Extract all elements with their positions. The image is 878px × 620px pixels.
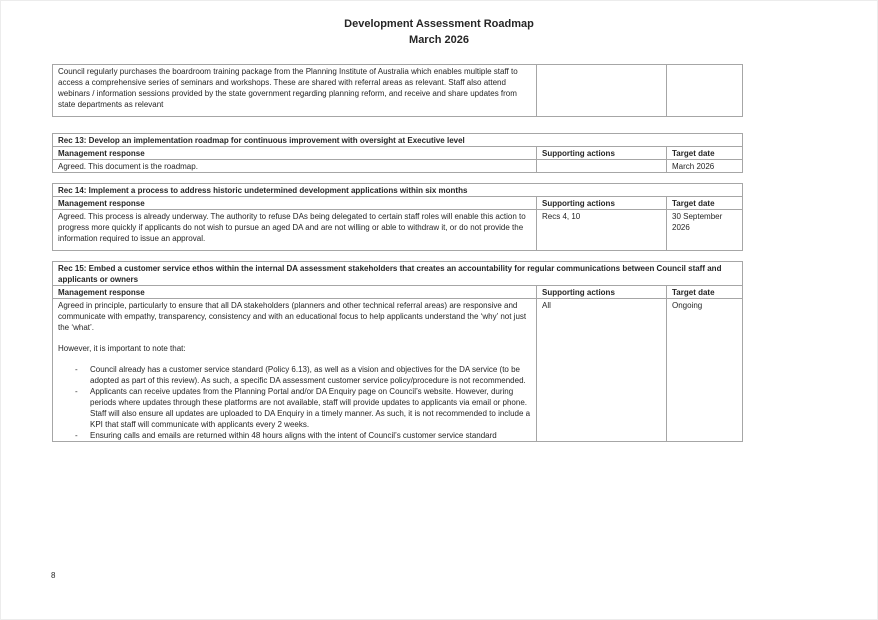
bullet-dash	[75, 386, 90, 430]
supporting-actions-header: Supporting actions	[537, 286, 667, 299]
supporting-actions-cell: Recs 4, 10	[537, 210, 667, 251]
document-header	[0, 16, 878, 48]
rec-15-title: Rec 15: Embed a customer service ethos within the internal DA assessment stakeholders that creates an accountability for regular communications between Council staff and applicants or owners	[53, 262, 743, 286]
table-row	[53, 160, 743, 173]
column-header-row	[53, 147, 743, 160]
management-response-cell: Agreed. This document is the roadmap.	[53, 160, 537, 173]
bullet-dash	[75, 364, 90, 386]
bullet-dash	[75, 430, 90, 441]
management-response-header: Management response	[53, 147, 537, 160]
table-row	[53, 210, 743, 251]
management-response-header: Management response	[53, 286, 537, 299]
management-response-cell: Agreed. This process is already underway. The authority to refuse DAs being delegated to certain staff roles will enable this action to progress more quickly if applicants do not wish to pursue an aged DA and are not willing or able to withdraw it, or do not provide the information required to issue an approval.	[53, 210, 537, 251]
continuation-table	[52, 64, 743, 117]
list-item	[58, 364, 531, 386]
table-row	[53, 299, 743, 442]
response-paragraph: Agreed in principle, particularly to ensure that all DA stakeholders (planners and other technical referral areas) are responsive and communicate with empathy, transparency, consistency and with an educational focus to help applicants understand the ‘why’ not just the ‘what’.	[58, 301, 527, 332]
supporting-actions-cell	[537, 65, 667, 117]
list-item	[58, 430, 531, 441]
target-date-cell: Ongoing	[667, 299, 743, 442]
target-date-header: Target date	[667, 197, 743, 210]
rec-14-title: Rec 14: Implement a process to address historic undetermined development applications within six months	[53, 184, 743, 197]
column-header-row	[53, 286, 743, 299]
document-title: Development Assessment Roadmap	[344, 18, 534, 30]
bullet-text: Applicants can receive updates from the Planning Portal and/or DA Enquiry page on Council’s website. However, during periods where updates through these platforms are not available, staff will provide updates to applicants via email or phone. Staff will also ensure all updates are uploaded to DA Enquiry in a timely manner. As such, it is not recommended to include a KPI that staff will communicate with applicants every 2 weeks.	[90, 387, 531, 429]
management-response-cell	[53, 299, 537, 442]
rec-14-table	[52, 183, 743, 251]
response-bullet-list	[58, 364, 531, 441]
rec-13-table	[52, 133, 743, 173]
target-date-header: Target date	[667, 286, 743, 299]
rec-14-header-row	[53, 184, 743, 197]
management-response-cell: Council regularly purchases the boardroom training package from the Planning Institute of Australia which enables multiple staff to access a comprehensive series of seminars and workshops. These are shared with referral areas as relevant. Staff also attend webinars / information sessions provided by the state government regarding planning reform, and receive and share updates from state departments as relevant	[53, 65, 537, 117]
supporting-actions-cell	[537, 160, 667, 173]
bullet-text: Council already has a customer service standard (Policy 6.13), as well as a vision and objectives for the DA service (to be adopted as part of this review). As such, a specific DA assessment customer service policy/procedure is not recommended.	[90, 365, 526, 385]
list-item	[58, 386, 531, 430]
bullet-text: Ensuring calls and emails are returned within 48 hours aligns with the intent of Council’s customer service standard	[90, 431, 497, 440]
target-date-header: Target date	[667, 147, 743, 160]
target-date-cell: 30 September 2026	[667, 210, 743, 251]
rec-15-header-row	[53, 262, 743, 286]
table-row	[53, 65, 743, 117]
column-header-row	[53, 197, 743, 210]
target-date-cell: March 2026	[667, 160, 743, 173]
supporting-actions-header: Supporting actions	[537, 147, 667, 160]
management-response-header: Management response	[53, 197, 537, 210]
rec-13-title: Rec 13: Develop an implementation roadmap for continuous improvement with oversight at Executive level	[53, 134, 743, 147]
page-number: 8	[51, 571, 56, 580]
document-subtitle: March 2026	[409, 34, 469, 46]
rec-15-table	[52, 261, 743, 442]
supporting-actions-header: Supporting actions	[537, 197, 667, 210]
supporting-actions-cell: All	[537, 299, 667, 442]
target-date-cell	[667, 65, 743, 117]
rec-13-header-row	[53, 134, 743, 147]
response-paragraph: However, it is important to note that:	[58, 344, 186, 353]
